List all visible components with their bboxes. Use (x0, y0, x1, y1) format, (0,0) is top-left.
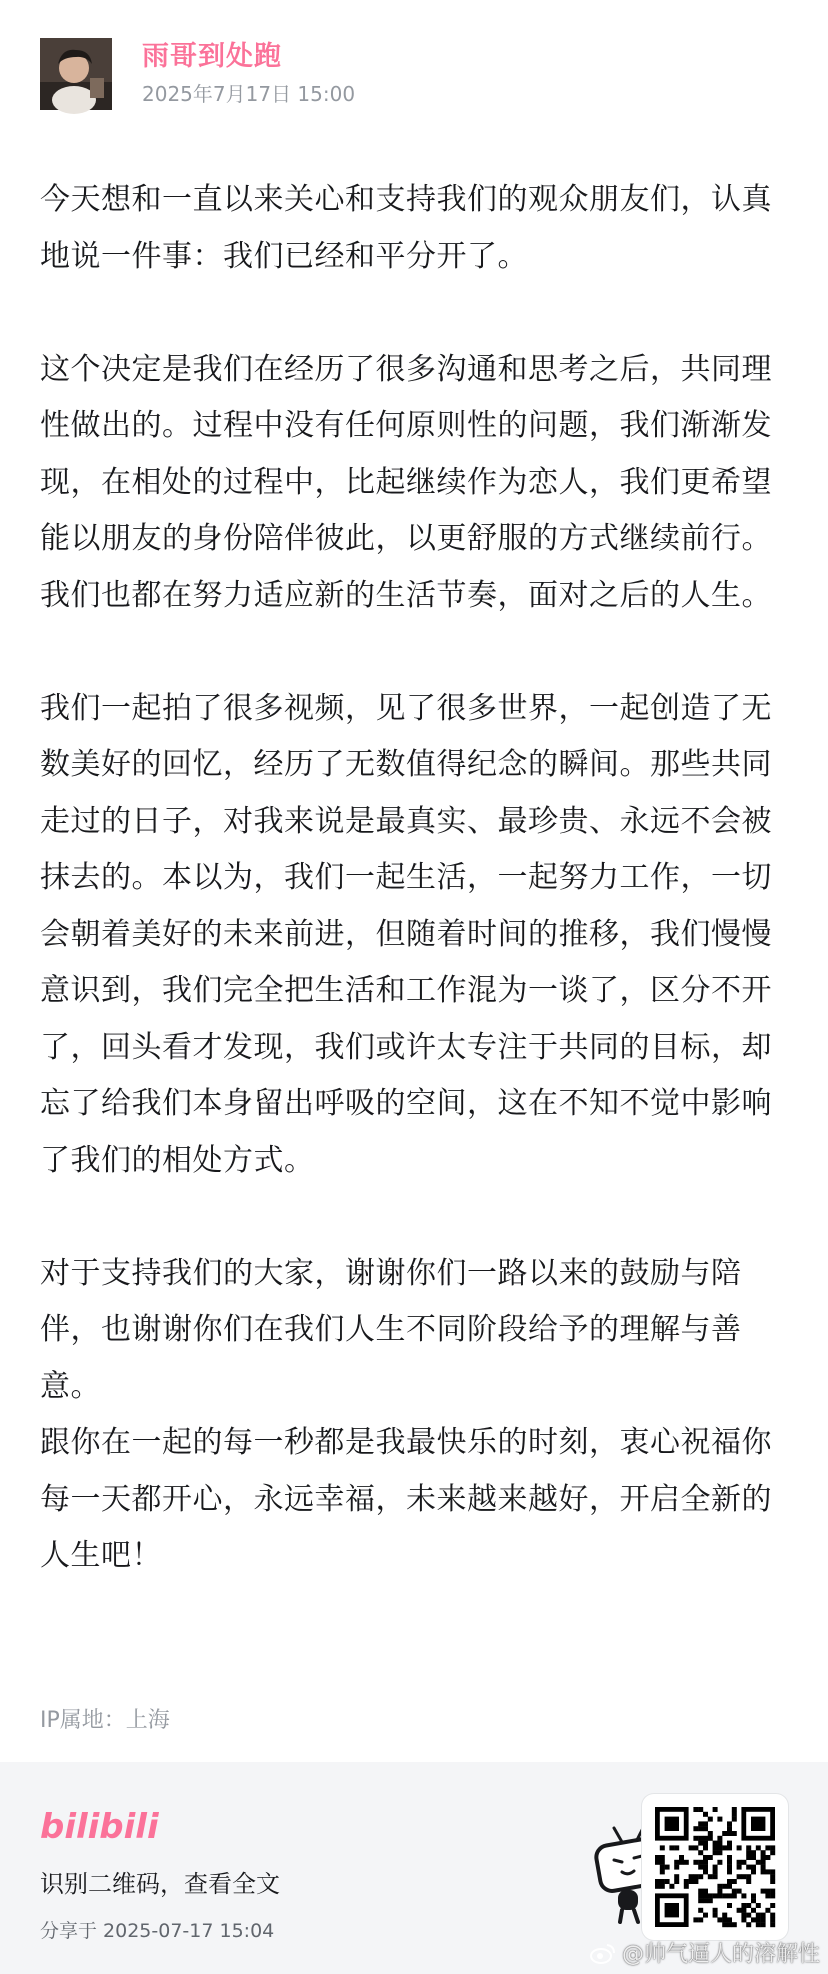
scan-hint: 识别二维码，查看全文 (40, 1870, 280, 1898)
post-header (40, 34, 788, 114)
avatar[interactable] (40, 38, 112, 110)
paragraph-1: 今天想和一直以来关心和支持我们的观众朋友们，认真地说一件事：我们已经和平分开了。 (40, 182, 772, 274)
qr-code-graphic (655, 1807, 775, 1927)
post-body (40, 172, 788, 1585)
bilibili-logo-text: bilibili (40, 1807, 159, 1847)
watermark-text: @帅气逼人的溶解性 (621, 1942, 820, 1967)
ip-location: IP属地：上海 (40, 1708, 170, 1733)
watermark (590, 1937, 820, 1968)
post-date: 2025年7月17日 15:00 (142, 82, 356, 106)
qr-code[interactable] (642, 1794, 788, 1940)
bilibili-logo (40, 1802, 159, 1848)
author-block (142, 40, 355, 108)
paragraph-2: 这个决定是我们在经历了很多沟通和思考之后，共同理性做出的。过程中没有任何原则性的问题，我们渐渐发现，在相处的过程中，比起继续作为恋人，我们更希望能以朋友的身份陪伴彼此，以更舒服的方式继续前行。我们也都在努力适应新的生活节奏，面对之后的人生。 (40, 351, 772, 613)
author-name[interactable]: 雨哥到处跑 (142, 41, 282, 72)
paragraph-3: 我们一起拍了很多视频，见了很多世界，一起创造了无数美好的回忆，经历了无数值得纪念的瞬间。那些共同走过的日子，对我来说是最真实、最珍贵、永远不会被抹去的。本以为，我们一起生活，一起努力工作，一切会朝着美好的未来前进，但随着时间的推移，我们慢慢意识到，我们完全把生活和工作混为一谈了，区分不开了，回头看才发现，我们或许太专注于共同的目标，却忘了给我们本身留出呼吸的空间，这在不知不觉中影响了我们的相处方式。 (40, 690, 772, 1178)
weibo-icon (590, 1942, 616, 1964)
paragraph-5: 跟你在一起的每一秒都是我最快乐的时刻，衷心祝福你每一天都开心，永远幸福，未来越来越好，开启全新的人生吧！ (40, 1425, 772, 1573)
paragraph-4: 对于支持我们的大家，谢谢你们一路以来的鼓励与陪伴，也谢谢你们在我们人生不同阶段给予的理解与善意。 (40, 1255, 742, 1404)
share-time: 分享于 2025-07-17 15:04 (40, 1920, 275, 1942)
